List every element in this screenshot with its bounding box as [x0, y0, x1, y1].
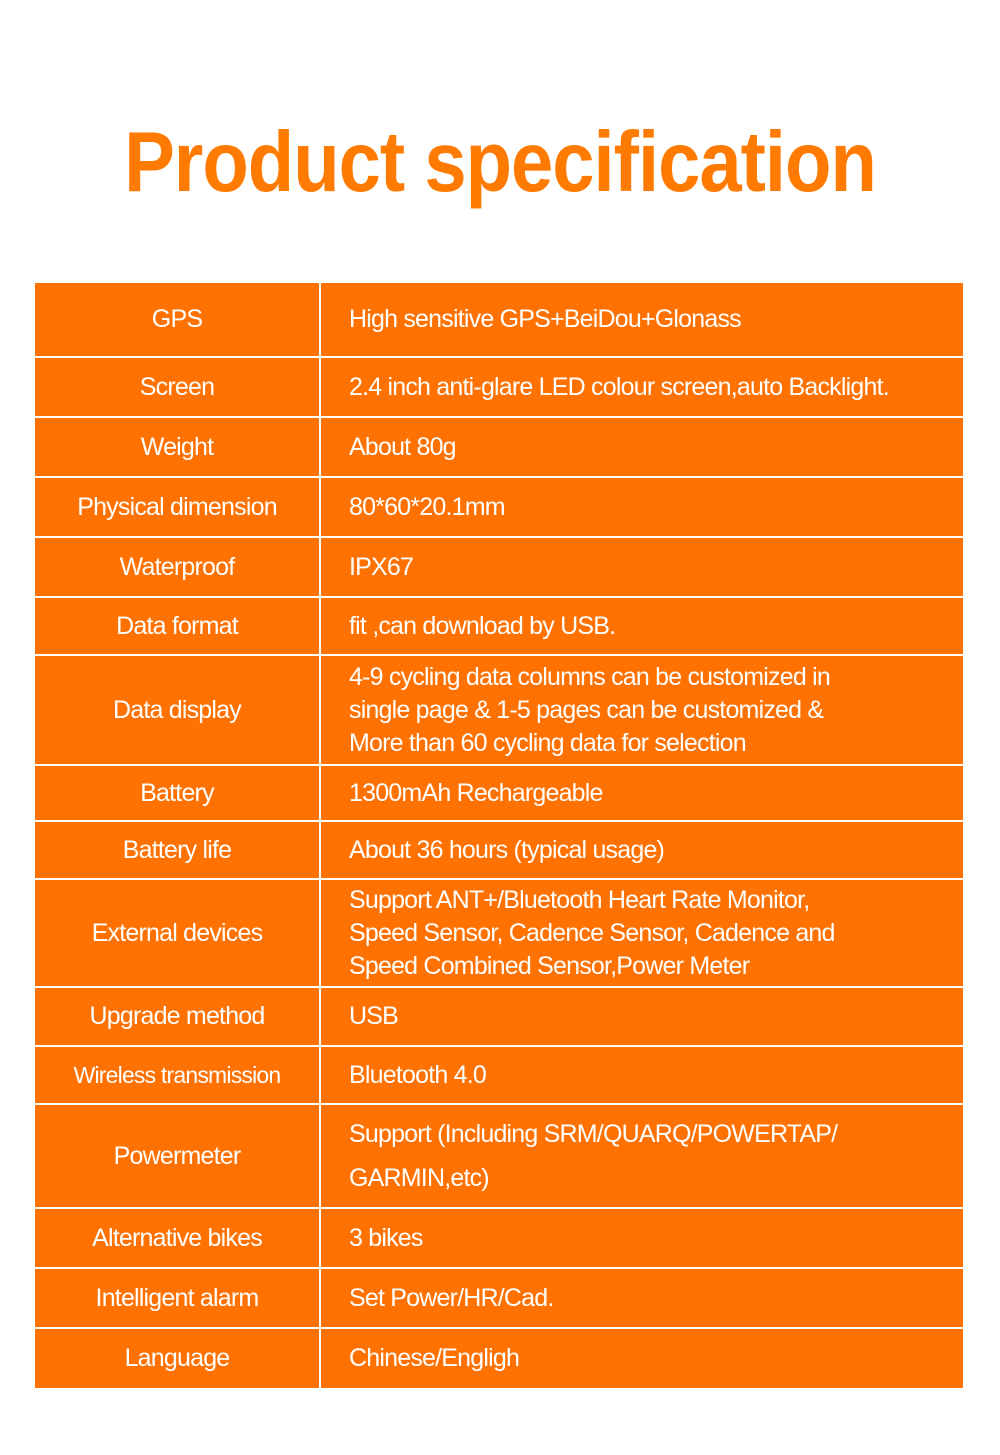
- spec-label: GPS: [35, 283, 320, 357]
- spec-value: About 36 hours (typical usage): [320, 821, 963, 879]
- spec-value: 80*60*20.1mm: [320, 477, 963, 537]
- spec-row-gps: [35, 283, 963, 357]
- spec-row-external-devices: [35, 879, 963, 987]
- spec-label: Weight: [35, 417, 320, 477]
- spec-value-line: Support ANT+/Bluetooth Heart Rate Monitor,: [349, 885, 810, 914]
- spec-label: Intelligent alarm: [35, 1268, 320, 1328]
- spec-row-data-format: [35, 597, 963, 655]
- spec-value-line: Speed Combined Sensor,Power Meter: [349, 951, 750, 980]
- page-title: Product specification: [124, 114, 876, 211]
- spec-value-line: GARMIN,etc): [349, 1164, 489, 1192]
- spec-row-waterproof: [35, 537, 963, 597]
- spec-label: Waterproof: [35, 537, 320, 597]
- spec-value: 2.4 inch anti-glare LED colour screen,auto Backlight.: [320, 357, 963, 417]
- spec-value-line: 4-9 cycling data columns can be customized in: [349, 662, 830, 691]
- spec-value: 3 bikes: [320, 1208, 963, 1268]
- spec-label: External devices: [35, 879, 320, 987]
- spec-value: 1300mAh Rechargeable: [320, 765, 963, 821]
- spec-value: About 80g: [320, 417, 963, 477]
- spec-label: Battery: [35, 765, 320, 821]
- spec-value: fit ,can download by USB.: [320, 597, 963, 655]
- spec-row-language: [35, 1328, 963, 1388]
- spec-row-battery-life: [35, 821, 963, 879]
- spec-row-battery: [35, 765, 963, 821]
- spec-value: [320, 879, 963, 987]
- spec-value: USB: [320, 987, 963, 1046]
- spec-label: Wireless transmission: [35, 1046, 320, 1104]
- spec-value: Chinese/Engligh: [320, 1328, 963, 1388]
- spec-value: IPX67: [320, 537, 963, 597]
- spec-value-line: Support (Including SRM/QUARQ/POWERTAP/: [349, 1120, 838, 1148]
- spec-label: Battery life: [35, 821, 320, 879]
- spec-value-line: More than 60 cycling data for selection: [349, 728, 746, 757]
- spec-table: [35, 283, 963, 1388]
- spec-row-physical-dimension: [35, 477, 963, 537]
- spec-row-screen: [35, 357, 963, 417]
- spec-row-upgrade-method: [35, 987, 963, 1046]
- spec-label: Powermeter: [35, 1104, 320, 1208]
- spec-row-weight: [35, 417, 963, 477]
- spec-value-line: Speed Sensor, Cadence Sensor, Cadence and: [349, 918, 835, 947]
- spec-value: [320, 1104, 963, 1208]
- spec-label: Alternative bikes: [35, 1208, 320, 1268]
- spec-row-alternative-bikes: [35, 1208, 963, 1268]
- spec-label: Language: [35, 1328, 320, 1388]
- spec-value: Set Power/HR/Cad.: [320, 1268, 963, 1328]
- spec-row-wireless-transmission: [35, 1046, 963, 1104]
- spec-row-data-display: [35, 655, 963, 765]
- spec-label: Screen: [35, 357, 320, 417]
- spec-value-line: single page & 1-5 pages can be customized &: [349, 695, 824, 724]
- spec-row-intelligent-alarm: [35, 1268, 963, 1328]
- spec-label: Upgrade method: [35, 987, 320, 1046]
- spec-label: Data display: [35, 655, 320, 765]
- spec-value: High sensitive GPS+BeiDou+Glonass: [320, 283, 963, 357]
- spec-value: Bluetooth 4.0: [320, 1046, 963, 1104]
- spec-label: Data format: [35, 597, 320, 655]
- spec-row-powermeter: [35, 1104, 963, 1208]
- spec-value: [320, 655, 963, 765]
- spec-label: Physical dimension: [35, 477, 320, 537]
